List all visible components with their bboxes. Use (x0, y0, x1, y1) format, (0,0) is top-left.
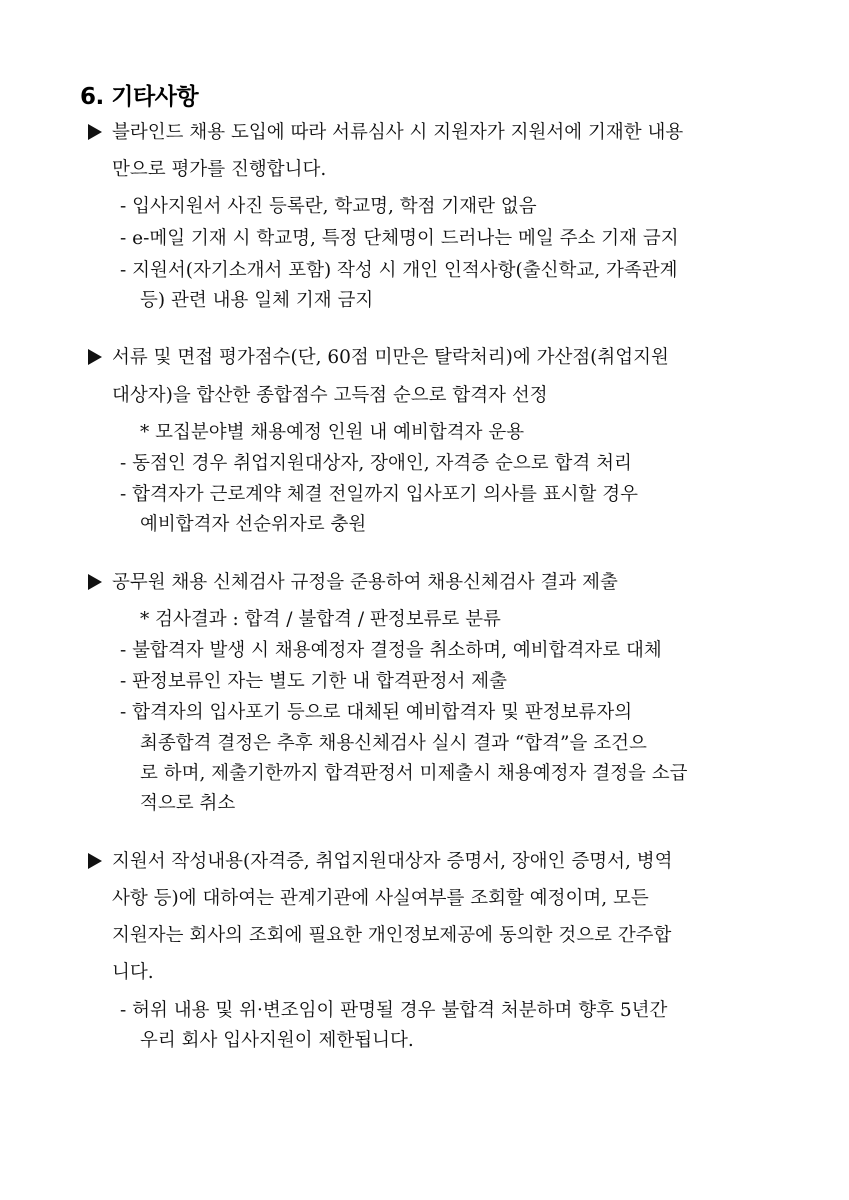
section-heading: 6. 기타사항 (80, 84, 199, 110)
bullet-continuation: 니다. (112, 962, 154, 983)
triangle-bullet-icon (88, 853, 102, 869)
sub-item: - e-메일 기재 시 학교명, 특정 단체명이 드러나는 메일 주소 기재 금지 (120, 228, 679, 249)
line-text: 서류 및 면접 평가점수(단, 60점 미만은 탈락처리)에 가산점(취업지원 (112, 347, 669, 368)
sub-item: - 허위 내용 및 위·변조임이 판명될 경우 불합격 처분하며 향후 5년간 (120, 1000, 668, 1021)
bullet-continuation: 사항 등)에 대하여는 관계기관에 사실여부를 조회할 예정이며, 모든 (112, 888, 649, 909)
sub-item: - 입사지원서 사진 등록란, 학교명, 학점 기재란 없음 (120, 196, 537, 217)
bullet-item-3 (88, 571, 618, 595)
bullet-item-2 (88, 346, 669, 370)
sub-item-continuation: 로 하며, 제출기한까지 합격판정서 미제출시 채용예정자 결정을 소급 (140, 763, 688, 784)
bullet-continuation: 만으로 평가를 진행합니다. (112, 159, 327, 180)
bullet-continuation: 대상자)을 합산한 종합점수 고득점 순으로 합격자 선정 (112, 385, 548, 406)
triangle-bullet-icon (88, 574, 102, 590)
bullet-item-4 (88, 850, 673, 874)
bullet-continuation: 지원자는 회사의 조회에 필요한 개인정보제공에 동의한 것으로 간주합 (112, 925, 672, 946)
note-item: * 검사결과 : 합격 / 불합격 / 판정보류로 분류 (140, 609, 501, 630)
sub-item: - 합격자가 근로계약 체결 전일까지 입사포기 의사를 표시할 경우 (120, 484, 638, 505)
sub-item-continuation: 등) 관련 내용 일체 기재 금지 (140, 290, 374, 311)
sub-item-continuation: 적으로 취소 (140, 793, 236, 814)
sub-item: - 합격자의 입사포기 등으로 대체된 예비합격자 및 판정보류자의 (120, 702, 633, 723)
line-text: 지원서 작성내용(자격증, 취업지원대상자 증명서, 장애인 증명서, 병역 (112, 851, 673, 872)
sub-item-continuation: 최종합격 결정은 추후 채용신체검사 실시 결과 “합격”을 조건으 (140, 733, 647, 754)
triangle-bullet-icon (88, 124, 102, 140)
triangle-bullet-icon (88, 349, 102, 365)
sub-item: - 판정보류인 자는 별도 기한 내 합격판정서 제출 (120, 671, 507, 692)
line-text: 공무원 채용 신체검사 규정을 준용하여 채용신체검사 결과 제출 (112, 572, 618, 593)
sub-item-continuation: 예비합격자 선순위자로 충원 (140, 514, 367, 535)
line-text: 블라인드 채용 도입에 따라 서류심사 시 지원자가 지원서에 기재한 내용 (112, 122, 684, 143)
sub-item: - 불합격자 발생 시 채용예정자 결정을 취소하며, 예비합격자로 대체 (120, 640, 662, 661)
sub-item: - 지원서(자기소개서 포함) 작성 시 개인 인적사항(출신학교, 가족관계 (120, 260, 678, 281)
note-item: * 모집분야별 채용예정 인원 내 예비합격자 운용 (140, 422, 525, 443)
sub-item: - 동점인 경우 취업지원대상자, 장애인, 자격증 순으로 합격 처리 (120, 453, 632, 474)
bullet-item-1 (88, 121, 683, 145)
sub-item-continuation: 우리 회사 입사지원이 제한됩니다. (140, 1030, 414, 1051)
